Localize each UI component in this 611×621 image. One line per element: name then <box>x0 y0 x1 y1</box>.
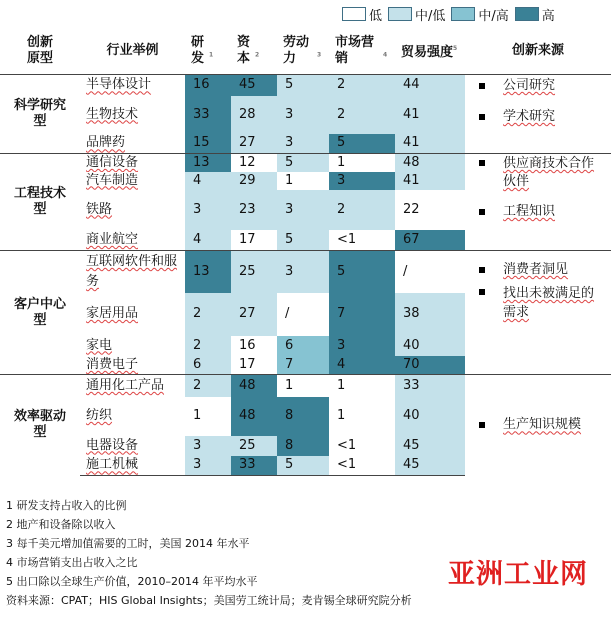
group-label: 客户中心型 <box>13 296 66 328</box>
marketing-cell: 1 <box>329 375 395 397</box>
labor-cell: 5 <box>277 456 329 476</box>
trade-cell: 67 <box>395 230 465 251</box>
industry-name: 家电 <box>86 337 113 353</box>
source-cell-science <box>465 75 611 154</box>
group-label: 科学研究型 <box>13 98 66 129</box>
rd-cell: 2 <box>185 375 231 397</box>
source-item <box>479 78 609 94</box>
header-group <box>0 28 80 75</box>
trade-cell: 41 <box>395 172 465 190</box>
industry-name: 商业航空 <box>86 231 139 247</box>
industry-cell <box>80 293 185 336</box>
source-text: 工程知识 <box>503 204 556 219</box>
industry-cell <box>80 154 185 172</box>
rd-cell: 6 <box>185 356 231 375</box>
source-item <box>479 284 609 322</box>
labor-cell: 8 <box>277 436 329 456</box>
capital-cell: 28 <box>231 96 277 134</box>
industry-cell <box>80 96 185 134</box>
footnotes <box>6 496 412 610</box>
trade-cell: 22 <box>395 190 465 230</box>
capital-cell: 33 <box>231 456 277 476</box>
rd-cell: 1 <box>185 397 231 436</box>
industry-cell <box>80 251 185 293</box>
industry-cell <box>80 356 185 375</box>
header-marketing <box>329 28 395 75</box>
table-row <box>0 375 611 397</box>
industry-name: 通用化工产品 <box>86 377 165 393</box>
marketing-cell: <1 <box>329 230 395 251</box>
source-text: 消费者洞见 <box>503 262 569 277</box>
source-item <box>479 417 609 433</box>
capital-cell: 16 <box>231 336 277 356</box>
header-labor-note: 3 <box>317 51 322 59</box>
source-item <box>479 109 609 125</box>
marketing-cell: <1 <box>329 456 395 476</box>
source-cell-engineering <box>465 154 611 251</box>
rd-cell: 13 <box>185 154 231 172</box>
header-capital-text: 资本 <box>237 35 251 66</box>
source-text: 公司研究 <box>503 78 556 93</box>
industry-cell <box>80 190 185 230</box>
industry-name: 施工机械 <box>86 457 139 473</box>
footnote-1: 1 研发支持占收入的比例 <box>6 499 127 512</box>
trade-cell: 48 <box>395 154 465 172</box>
header-trade-text: 贸易强度 <box>401 44 454 60</box>
header-source <box>465 28 611 75</box>
watermark-logo: 亚洲工业网 <box>448 559 588 590</box>
header-rd <box>185 28 231 75</box>
industry-cell <box>80 375 185 397</box>
trade-cell: 40 <box>395 336 465 356</box>
industry-cell <box>80 436 185 456</box>
marketing-cell: 1 <box>329 154 395 172</box>
source-cell-customer <box>465 251 611 375</box>
rd-cell: 33 <box>185 96 231 134</box>
trade-cell: 33 <box>395 375 465 397</box>
bullet-icon <box>479 209 485 215</box>
header-rd-text: 研发 <box>191 35 205 66</box>
labor-cell: 3 <box>277 251 329 293</box>
industry-cell <box>80 75 185 96</box>
labor-cell: 7 <box>277 356 329 375</box>
header-industry-text: 行业举例 <box>106 43 159 58</box>
source-text: 找出未被满足的需求 <box>503 286 595 320</box>
trade-cell: 45 <box>395 436 465 456</box>
table-row <box>0 75 611 96</box>
trade-cell: 41 <box>395 134 465 154</box>
labor-cell: / <box>277 293 329 336</box>
legend-mid-low <box>388 5 445 24</box>
group-label: 工程技术型 <box>13 186 66 217</box>
source-text: 生产知识规模 <box>503 417 582 433</box>
marketing-cell: 1 <box>329 397 395 436</box>
industry-cell <box>80 172 185 190</box>
marketing-cell: 5 <box>329 251 395 293</box>
labor-cell: 1 <box>277 172 329 190</box>
capital-cell: 17 <box>231 230 277 251</box>
legend-label-high: 高 <box>541 8 555 24</box>
header-rd-note: 1 <box>209 51 214 59</box>
bullet-icon <box>479 289 485 295</box>
rd-cell: 16 <box>185 75 231 96</box>
labor-cell: 5 <box>277 154 329 172</box>
capital-cell: 12 <box>231 154 277 172</box>
trade-cell: 40 <box>395 397 465 436</box>
source-text: 供应商技术合作伙伴 <box>503 156 595 189</box>
capital-cell: 17 <box>231 356 277 375</box>
table-row <box>0 251 611 293</box>
rd-cell: 3 <box>185 190 231 230</box>
trade-cell: / <box>395 251 465 293</box>
bullet-icon <box>479 422 485 428</box>
group-label: 效率驱动型 <box>13 409 66 441</box>
header-trade-note: 5 <box>453 45 458 53</box>
rd-cell: 15 <box>185 134 231 154</box>
industry-name: 铁路 <box>86 201 113 217</box>
trade-cell: 44 <box>395 75 465 96</box>
trade-cell: 38 <box>395 293 465 336</box>
group-customer <box>0 251 80 375</box>
labor-cell: 8 <box>277 397 329 436</box>
industry-name: 生物技术 <box>86 106 139 122</box>
industry-name: 半导体设计 <box>86 77 152 93</box>
capital-cell: 48 <box>231 375 277 397</box>
rd-cell: 4 <box>185 230 231 251</box>
header-group-text: 创新原型 <box>26 35 53 66</box>
trade-cell: 41 <box>395 96 465 134</box>
legend-swatch-high <box>515 7 539 21</box>
industry-cell <box>80 134 185 154</box>
source-cell-efficiency <box>465 375 611 476</box>
marketing-cell: 2 <box>329 75 395 96</box>
legend-swatch-mid-low <box>388 7 412 21</box>
source-note: 资料来源：CPAT；HIS Global Insights；美国劳工统计局；麦肯锡全球研究院分析 <box>6 594 412 607</box>
industry-name: 互联网软件和服务 <box>86 253 178 289</box>
legend-mid-high <box>451 5 508 24</box>
labor-cell: 3 <box>277 96 329 134</box>
legend-label-mid-low: 中/低 <box>415 8 446 24</box>
header-industry <box>80 28 185 75</box>
rd-cell: 2 <box>185 293 231 336</box>
bullet-icon <box>479 160 485 166</box>
header-capital-note: 2 <box>255 51 260 59</box>
marketing-cell: <1 <box>329 436 395 456</box>
industry-name: 家居用品 <box>86 306 139 321</box>
marketing-cell: 3 <box>329 336 395 356</box>
trade-cell: 70 <box>395 356 465 375</box>
capital-cell: 25 <box>231 251 277 293</box>
industry-cell <box>80 456 185 476</box>
industry-name: 通信设备 <box>86 154 139 170</box>
rd-cell: 2 <box>185 336 231 356</box>
header-marketing-text: 市场营销 <box>335 35 375 66</box>
bullet-icon <box>479 114 485 120</box>
legend-label-low: 低 <box>369 8 383 24</box>
header-marketing-note: 4 <box>383 51 388 59</box>
labor-cell: 3 <box>277 190 329 230</box>
footnote-5: 5 出口除以全球生产价值，2010–2014 年平均水平 <box>6 575 258 588</box>
industry-cell <box>80 230 185 251</box>
innovation-table <box>0 28 611 476</box>
marketing-cell: 7 <box>329 293 395 336</box>
marketing-cell: 2 <box>329 96 395 134</box>
capital-cell: 23 <box>231 190 277 230</box>
table-row <box>0 154 611 172</box>
marketing-cell: 4 <box>329 356 395 375</box>
rd-cell: 4 <box>185 172 231 190</box>
source-item <box>479 204 609 220</box>
capital-cell: 25 <box>231 436 277 456</box>
marketing-cell: 2 <box>329 190 395 230</box>
legend-swatch-low <box>342 7 366 21</box>
capital-cell: 29 <box>231 172 277 190</box>
marketing-cell: 5 <box>329 134 395 154</box>
marketing-cell: 3 <box>329 172 395 190</box>
footnote-2: 2 地产和设备除以收入 <box>6 518 116 531</box>
industry-name: 消费电子 <box>86 356 139 372</box>
group-efficiency <box>0 375 80 476</box>
rd-cell: 3 <box>185 436 231 456</box>
legend-swatch-mid-high <box>451 7 475 21</box>
group-engineering <box>0 154 80 251</box>
header-labor-text: 劳动力 <box>283 35 310 66</box>
labor-cell: 5 <box>277 230 329 251</box>
industry-cell <box>80 336 185 356</box>
header-trade <box>395 28 465 75</box>
industry-name: 汽车制造 <box>86 172 139 188</box>
capital-cell: 27 <box>231 293 277 336</box>
labor-cell: 3 <box>277 134 329 154</box>
industry-name: 电器设备 <box>86 437 139 453</box>
bullet-icon <box>479 267 485 273</box>
industry-cell <box>80 397 185 436</box>
source-item <box>479 262 609 278</box>
source-text: 学术研究 <box>503 109 556 124</box>
legend-label-mid-high: 中/高 <box>478 8 509 24</box>
header-row <box>0 28 611 75</box>
capital-cell: 48 <box>231 397 277 436</box>
rd-cell: 13 <box>185 251 231 293</box>
header-labor <box>277 28 329 75</box>
source-item <box>479 155 609 191</box>
rd-cell: 3 <box>185 456 231 476</box>
legend-low <box>342 5 382 24</box>
group-science <box>0 75 80 154</box>
capital-cell: 45 <box>231 75 277 96</box>
labor-cell: 5 <box>277 75 329 96</box>
labor-cell: 6 <box>277 336 329 356</box>
header-source-text: 创新来源 <box>511 43 564 58</box>
footnote-4: 4 市场营销支出占收入之比 <box>6 556 138 569</box>
legend-high <box>515 5 555 24</box>
footnote-3: 3 每千美元增加值需要的工时，美国 2014 年水平 <box>6 537 250 550</box>
legend <box>342 5 561 23</box>
industry-name: 品牌药 <box>86 135 126 151</box>
trade-cell: 45 <box>395 456 465 476</box>
industry-name: 纺织 <box>86 408 113 423</box>
bullet-icon <box>479 83 485 89</box>
header-capital <box>231 28 277 75</box>
labor-cell: 1 <box>277 375 329 397</box>
capital-cell: 27 <box>231 134 277 154</box>
